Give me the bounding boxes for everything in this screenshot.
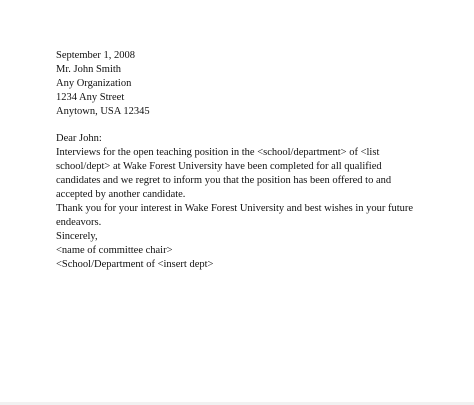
letter-closing: Sincerely, — [56, 231, 98, 242]
signature-department: <School/Department of <insert dept> — [56, 259, 214, 270]
signature-block — [56, 244, 426, 272]
letter-paragraph-2: Thank you for your interest in Wake Forest University and best wishes in your future endeavors. — [56, 203, 414, 228]
letter-date: September 1, 2008 — [56, 50, 136, 61]
letter-paragraph-1: Interviews for the open teaching position in the <school/department> of <list school/dept> at Wake Forest University have been completed for all qualified candidates and we regret to inform you that the position has been offered to and accepted by another candidate. — [56, 147, 392, 200]
letter-greeting: Dear John: — [56, 133, 102, 144]
recipient-address — [56, 63, 426, 119]
recipient-name: Mr. John Smith — [56, 64, 122, 75]
letter-body — [56, 49, 426, 272]
recipient-organization: Any Organization — [56, 78, 132, 89]
recipient-street: 1234 Any Street — [56, 92, 125, 103]
recipient-city: Anytown, USA 12345 — [56, 106, 150, 117]
signature-chair: <name of committee chair> — [56, 245, 173, 256]
